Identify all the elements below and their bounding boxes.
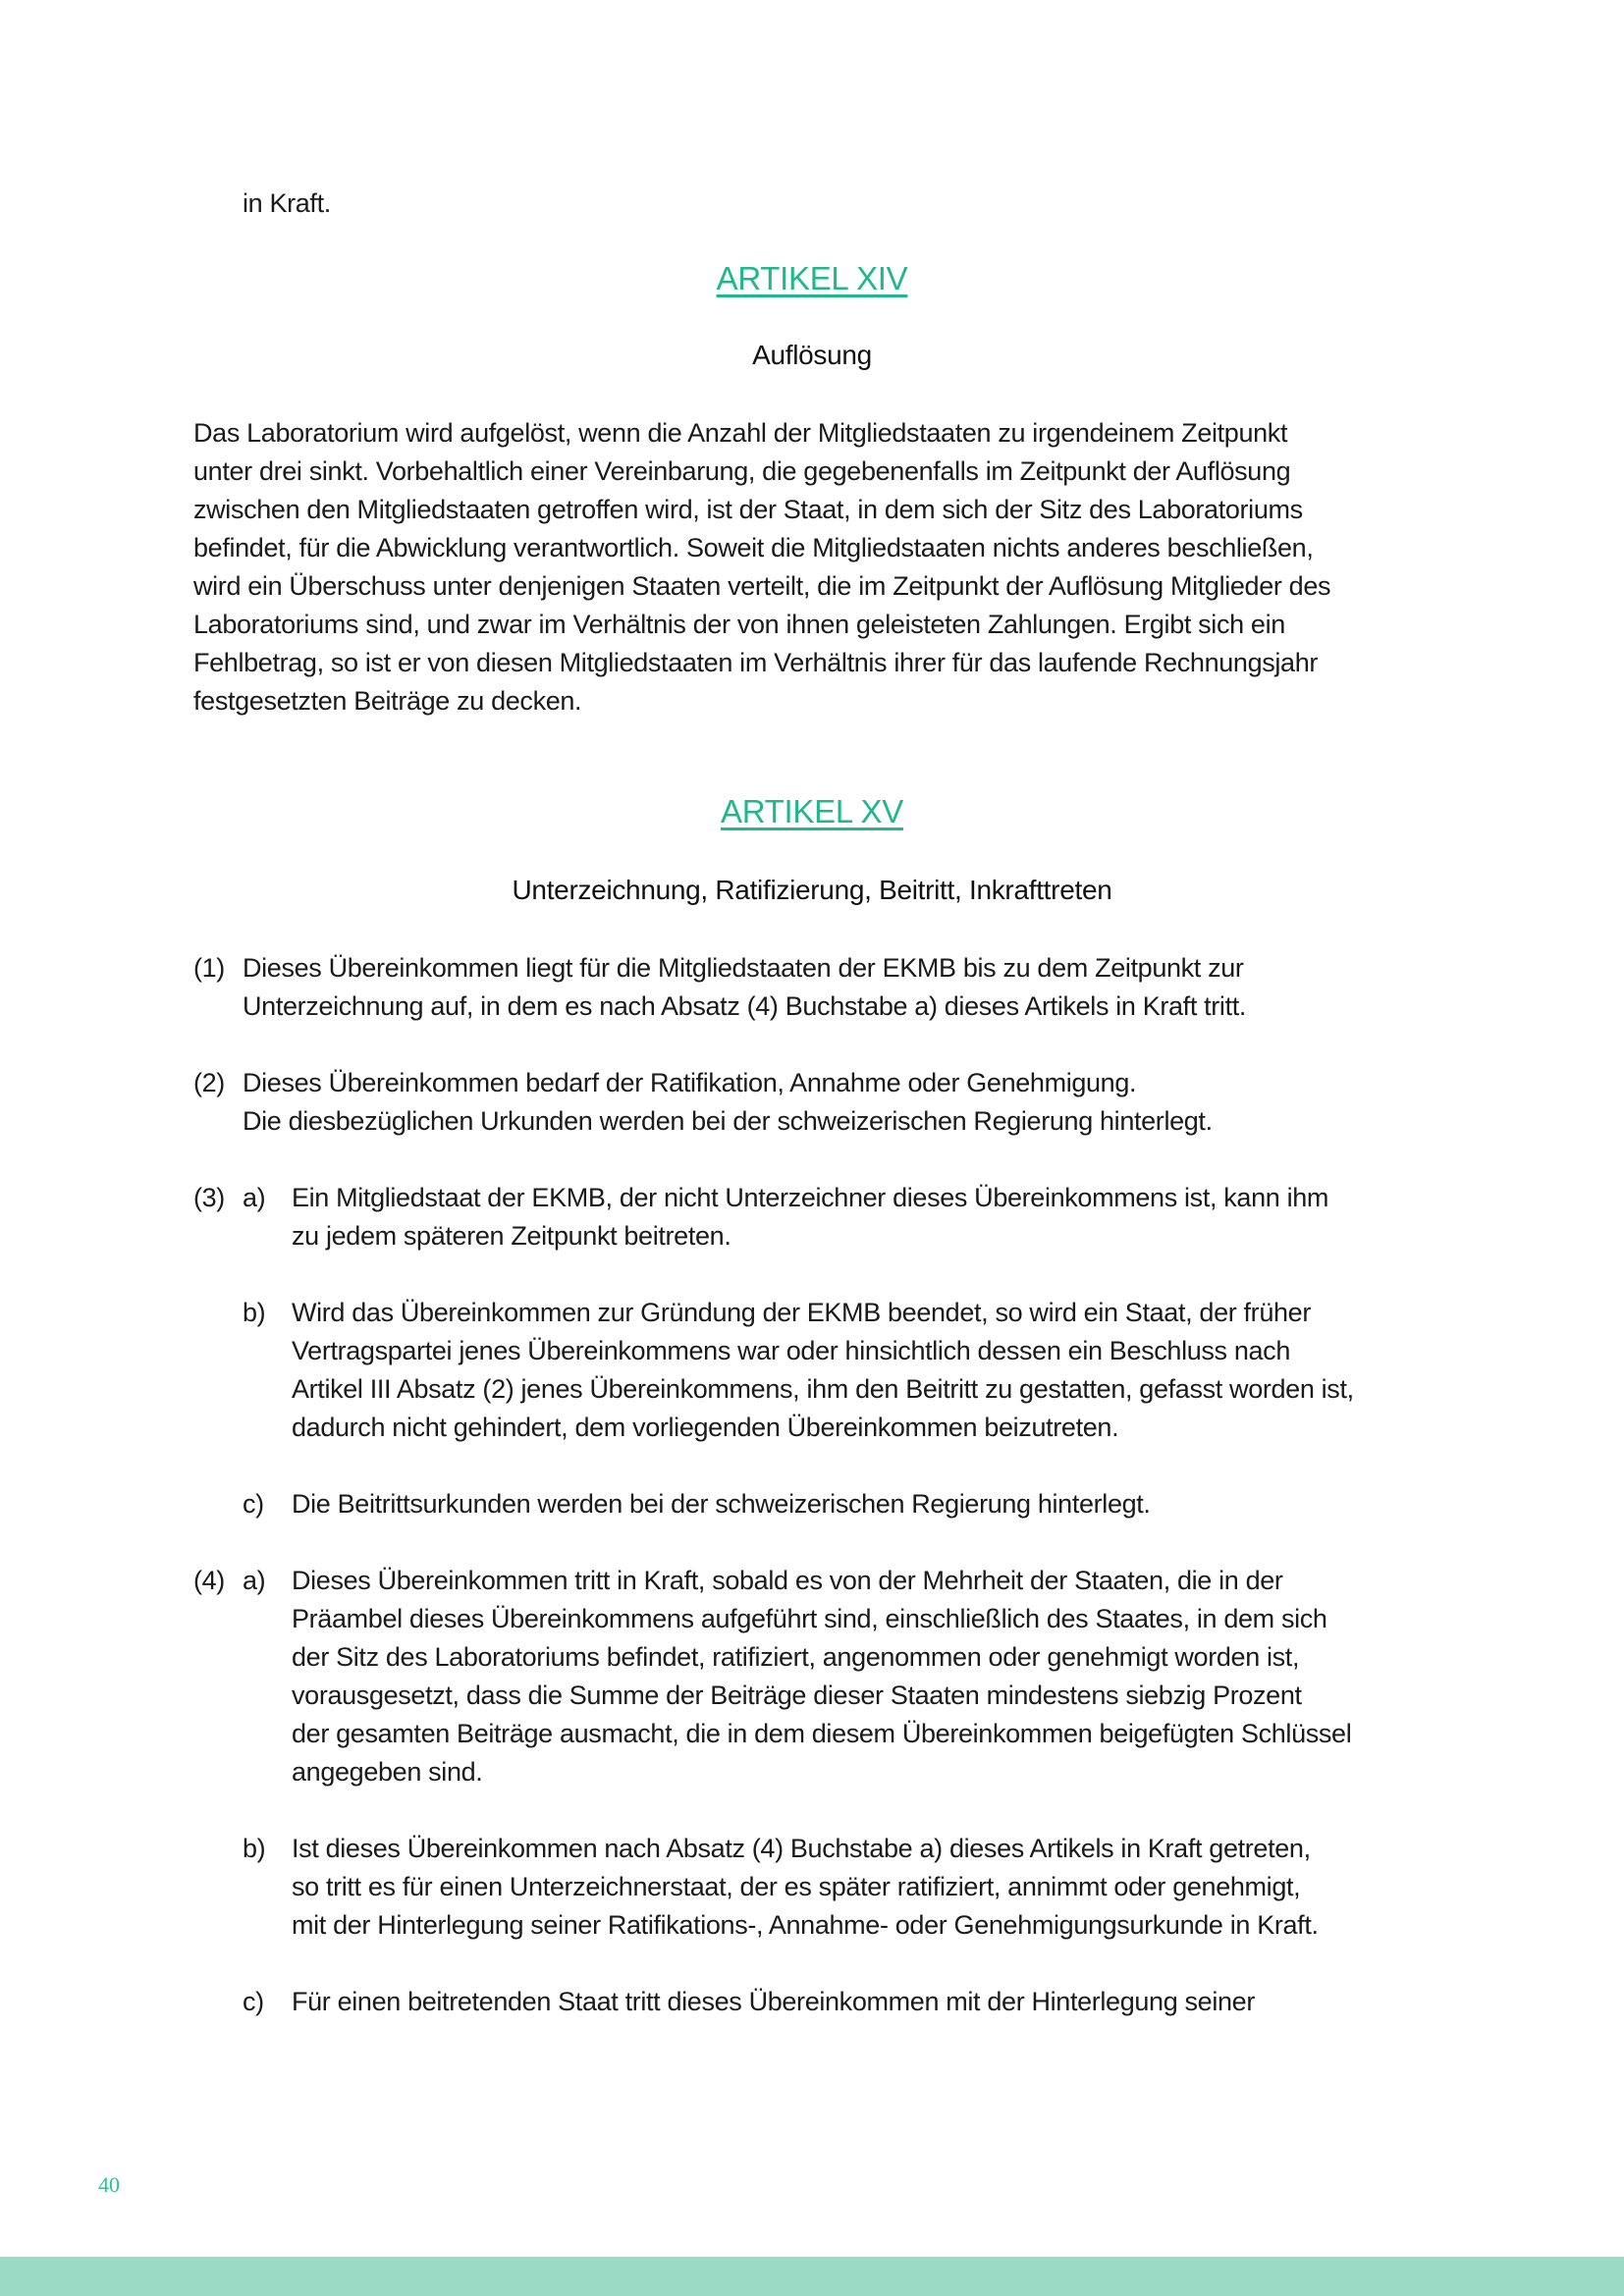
clause-line: zu jedem späteren Zeitpunkt beitreten.: [292, 1221, 731, 1251]
clause-line: Artikel III Absatz (2) jenes Übereinkommens, ihm den Beitritt zu gestatten, gefasst worden ist,: [292, 1374, 1354, 1404]
clause-number: (2): [193, 1068, 225, 1097]
article-14-title: Auflösung: [752, 340, 872, 370]
clause-line: Präambel dieses Übereinkommens aufgeführt sind, einschließlich des Staates, in dem sich: [292, 1604, 1327, 1633]
clause-line: Für einen beitretenden Staat tritt dieses Übereinkommen mit der Hinterlegung seiner: [292, 1987, 1255, 2016]
subclause-letter: b): [243, 1834, 266, 1863]
clause-line: so tritt es für einen Unterzeichnerstaat, der es später ratifiziert, annimmt oder genehmigt,: [292, 1872, 1301, 1901]
subclause-letter: c): [243, 1987, 264, 2016]
paragraph-line: wird ein Überschuss unter denjenigen Staaten verteilt, die im Zeitpunkt der Auflösung Mitglieder des: [193, 571, 1331, 601]
clause-line: vorausgesetzt, dass die Summe der Beiträge dieser Staaten mindestens siebzig Prozent: [292, 1681, 1302, 1710]
clause-line: Dieses Übereinkommen liegt für die Mitgliedstaaten der EKMB bis zu dem Zeitpunkt zur: [243, 953, 1244, 983]
article-15-title: Unterzeichnung, Ratifizierung, Beitritt, Inkrafttreten: [512, 875, 1112, 905]
subclause-letter: b): [243, 1298, 266, 1327]
clause-line: Die Beitrittsurkunden werden bei der schweizerischen Regierung hinterlegt.: [292, 1489, 1151, 1519]
clause-line: Dieses Übereinkommen bedarf der Ratifikation, Annahme oder Genehmigung.: [243, 1068, 1137, 1097]
clause-line: dadurch nicht gehindert, dem vorliegenden Übereinkommen beizutreten.: [292, 1413, 1119, 1442]
continuation-text: in Kraft.: [243, 188, 331, 218]
clause-number: (4): [193, 1566, 225, 1595]
clause-line: Vertragspartei jenes Übereinkommens war oder hinsichtlich dessen ein Beschluss nach: [292, 1336, 1290, 1365]
clause-line: Ist dieses Übereinkommen nach Absatz (4) Buchstabe a) dieses Artikels in Kraft getreten,: [292, 1834, 1311, 1863]
clause-line: Dieses Übereinkommen tritt in Kraft, sobald es von der Mehrheit der Staaten, die in der: [292, 1566, 1283, 1595]
paragraph-line: Laboratoriums sind, und zwar im Verhältnis der von ihnen geleisteten Zahlungen. Ergibt sich ein: [193, 610, 1285, 639]
paragraph-line: befindet, für die Abwicklung verantwortlich. Soweit die Mitgliedstaaten nichts anderes beschließen,: [193, 533, 1314, 562]
clause-line: Die diesbezüglichen Urkunden werden bei der schweizerischen Regierung hinterlegt.: [243, 1106, 1213, 1136]
article-14-heading: ARTIKEL XIV: [716, 260, 908, 296]
paragraph-line: unter drei sinkt. Vorbehaltlich einer Vereinbarung, die gegebenenfalls im Zeitpunkt der Auflösung: [193, 456, 1291, 486]
clause-line: mit der Hinterlegung seiner Ratifikations-, Annahme- oder Genehmigungsurkunde in Kraft.: [292, 1910, 1319, 1940]
paragraph-line: zwischen den Mitgliedstaaten getroffen wird, ist der Staat, in dem sich der Sitz des Laboratoriums: [193, 495, 1303, 524]
subclause-letter: a): [243, 1566, 266, 1595]
clause-line: Wird das Übereinkommen zur Gründung der EKMB beendet, so wird ein Staat, der früher: [292, 1298, 1311, 1327]
article-15-heading: ARTIKEL XV: [721, 793, 903, 829]
clause-number: (3): [193, 1183, 225, 1212]
clause-number: (1): [193, 953, 225, 983]
clause-line: Ein Mitgliedstaat der EKMB, der nicht Unterzeichner dieses Übereinkommens ist, kann ihm: [292, 1183, 1329, 1212]
page-number: 40: [98, 2172, 120, 2197]
clause-line: Unterzeichnung auf, in dem es nach Absatz (4) Buchstabe a) dieses Artikels in Kraft tritt.: [243, 991, 1247, 1021]
paragraph-line: Das Laboratorium wird aufgelöst, wenn die Anzahl der Mitgliedstaaten zu irgendeinem Zeitpunkt: [193, 418, 1288, 448]
subclause-letter: a): [243, 1183, 266, 1212]
article-14-paragraph: [193, 414, 1450, 721]
paragraph-line: festgesetzten Beiträge zu decken.: [193, 686, 582, 716]
clause-line: der Sitz des Laboratoriums befindet, ratifiziert, angenommen oder genehmigt worden ist,: [292, 1642, 1300, 1672]
clause-line: der gesamten Beiträge ausmacht, die in dem diesem Übereinkommen beigefügten Schlüssel: [292, 1719, 1352, 1748]
footer-band: [0, 2257, 1624, 2296]
clause-line: angegeben sind.: [292, 1757, 483, 1787]
paragraph-line: Fehlbetrag, so ist er von diesen Mitgliedstaaten im Verhältnis ihrer für das laufende Rechnungsjahr: [193, 648, 1319, 677]
subclause-letter: c): [243, 1489, 264, 1519]
